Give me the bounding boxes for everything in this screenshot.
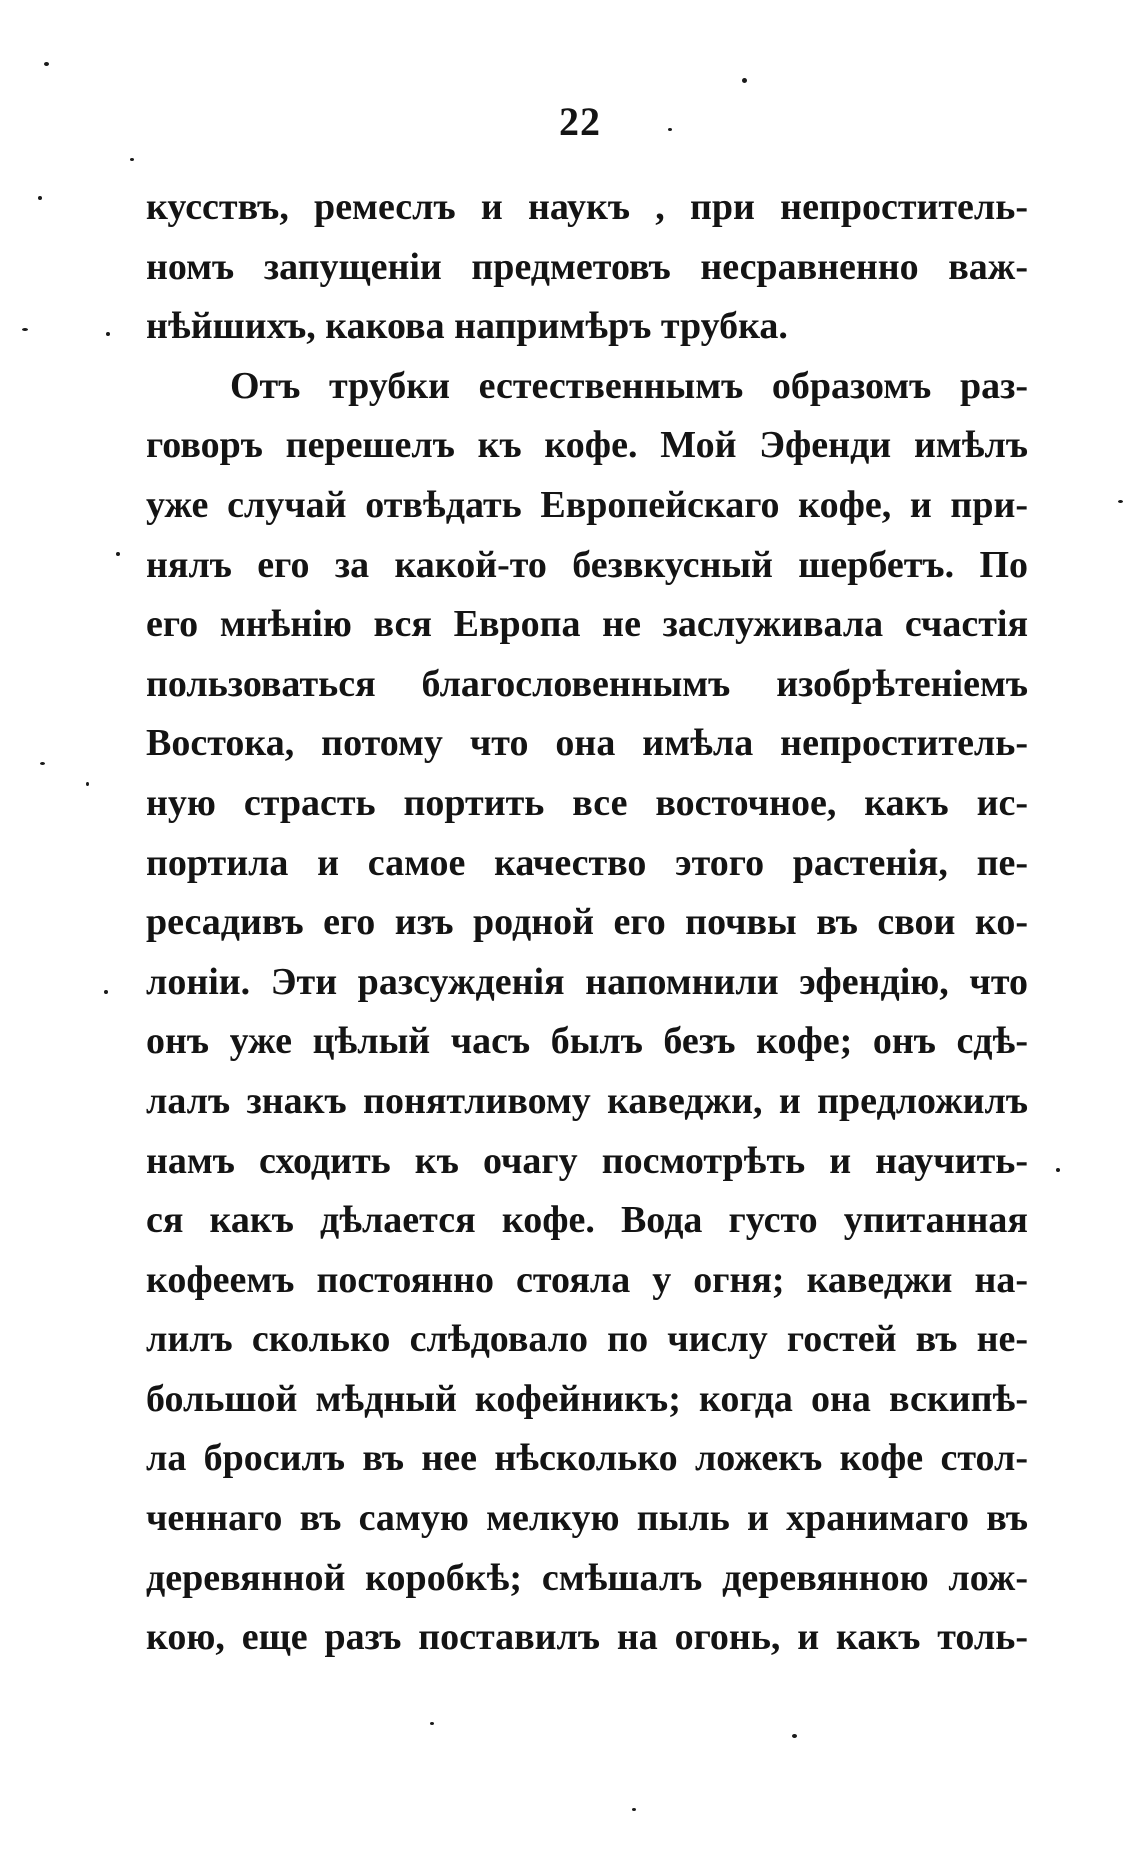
text-line: его мнѣнiю вся Европа не заслуживала счастiя [146, 603, 1028, 646]
text-line: лонiи. Эти разсужденiя напомнили эфендiю, что [146, 960, 1028, 1003]
scan-speck [86, 782, 89, 786]
text-line: портила и самое качество этого растенiя, пе- [146, 841, 1028, 884]
text-line: деревянной коробкѣ; смѣшалъ деревянною лож- [146, 1556, 1028, 1599]
text-line: Отъ трубки естественнымъ образомъ раз- [230, 364, 1028, 407]
scan-speck [22, 328, 28, 331]
text-line: кусствъ, ремеслъ и наукъ , при непроститель- [146, 186, 1028, 228]
text-line: Востока, потому что она имѣла непроститель- [146, 722, 1028, 765]
scan-speck [40, 762, 45, 765]
text-line: лилъ сколько слѣдовало по числу гостей въ не- [146, 1318, 1028, 1361]
scan-speck [38, 196, 42, 200]
text-line: большой мѣдный кофейникъ; когда она вскипѣ- [146, 1377, 1028, 1420]
scan-speck [1056, 1168, 1060, 1172]
scan-speck [792, 1734, 797, 1738]
text-line: лалъ знакъ понятливому каведжи, и предложилъ [146, 1079, 1028, 1122]
scan-speck [1118, 500, 1123, 503]
text-line: ную страсть портить все восточное, какъ ис- [146, 781, 1028, 824]
scan-speck [742, 78, 747, 83]
text-line: онъ уже цѣлый часъ былъ безъ кофе; онъ сдѣ- [146, 1020, 1028, 1063]
text-line: говоръ перешелъ къ кофе. Мой Эфенди имѣлъ [146, 424, 1028, 467]
text-line: пользоваться благословеннымъ изобрѣтенiемъ [146, 662, 1028, 705]
text-line: ресадивъ его изъ родной его почвы въ свои ко- [146, 901, 1028, 944]
text-line: уже случай отвѣдать Европейскаго кофе, и при- [146, 483, 1028, 526]
scan-speck [116, 552, 120, 556]
text-line: кофеемъ постоянно стояла у огня; каведжи на- [146, 1258, 1028, 1301]
text-line: ченнаго въ самую мелкую пыль и хранимаго въ [146, 1497, 1028, 1540]
scan-speck [632, 1808, 636, 1811]
text-line: кою, еще разъ поставилъ на огонь, и какъ толь- [146, 1616, 1028, 1659]
body-text [146, 178, 1028, 1668]
scan-speck [104, 990, 108, 994]
text-line: номъ запущенiи предметовъ несравненно важ- [146, 245, 1028, 288]
scan-speck [106, 332, 110, 336]
text-line: ся какъ дѣлается кофе. Вода густо упитанная [146, 1199, 1028, 1242]
page-number: 22 [559, 99, 601, 144]
scan-speck [130, 158, 134, 161]
scan-speck [668, 128, 672, 131]
scan-speck [44, 62, 49, 66]
text-line: нѣйшихъ, какова напримѣръ трубка. [146, 305, 788, 348]
scan-speck [430, 1722, 434, 1725]
text-line: нялъ его за какой-то безвкусный шербетъ. По [146, 543, 1028, 586]
text-line: намъ сходить къ очагу посмотрѣть и научить- [146, 1139, 1028, 1182]
text-line: ла бросилъ въ нее нѣсколько ложекъ кофе стол- [146, 1437, 1028, 1480]
